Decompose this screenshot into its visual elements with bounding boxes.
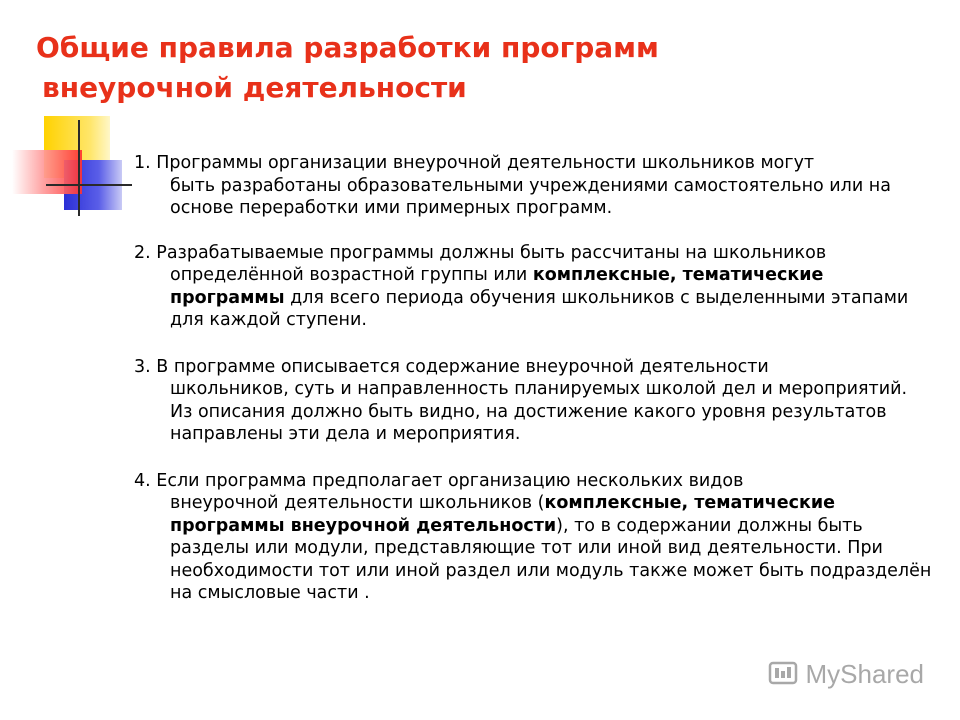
rule-item-lead: 1. Программы организации внеурочной деятельности школьников могут	[134, 153, 815, 173]
rule-item-text	[134, 264, 934, 332]
rule-text-part: внеурочной деятельности школьников (	[170, 493, 545, 513]
vertical-line	[78, 120, 80, 216]
slide-title	[36, 28, 916, 108]
rule-item	[134, 152, 934, 220]
rule-item-lead: 3. В программе описывается содержание внеурочной деятельности	[134, 356, 769, 377]
rule-text-part: ), то в содержании должны быть разделы или модули, представляющие тот или иной вид деятельности. При необходимости тот или иной раздел или модуль также может быть подразделён на смысловые части .	[170, 515, 932, 603]
rule-item	[134, 356, 934, 446]
watermark-text: MyShared	[805, 658, 924, 689]
title-line-2: внеурочной деятельности	[42, 71, 467, 104]
rule-text-bold: комплексные, тематические программы	[170, 265, 824, 308]
rule-item-text: быть разработаны образовательными учреждениями самостоятельно или на основе переработки ими примерных программ.	[170, 175, 891, 218]
myshared-watermark	[768, 654, 925, 694]
myshared-logo-icon	[768, 659, 800, 689]
rule-item-text	[134, 492, 934, 605]
rule-item-text: школьников, суть и направленность планируемых школой дел и мероприятий. Из описания должно быть видно, на достижение какого уровня результатов направлены эти дела и мероприятия.	[170, 379, 908, 444]
rule-item	[134, 242, 934, 332]
slide-body	[134, 152, 934, 627]
rule-text-part: для всего периода обучения школьников с выделенными этапами для каждой ступени.	[170, 287, 909, 330]
title-line-1: Общие правила разработки программ	[36, 31, 659, 64]
rule-item	[134, 470, 934, 605]
horizontal-line	[46, 184, 132, 186]
rule-item-lead: 4. Если программа предполагает организацию нескольких видов	[134, 470, 744, 491]
rule-text-bold: комплексные, тематические программы внеурочной деятельности	[170, 493, 836, 536]
red-square	[12, 150, 82, 194]
rule-text-part: определённой возрастной группы или	[170, 265, 533, 285]
rule-item-lead: 2. Разрабатываемые программы должны быть рассчитаны на школьников	[134, 242, 827, 263]
